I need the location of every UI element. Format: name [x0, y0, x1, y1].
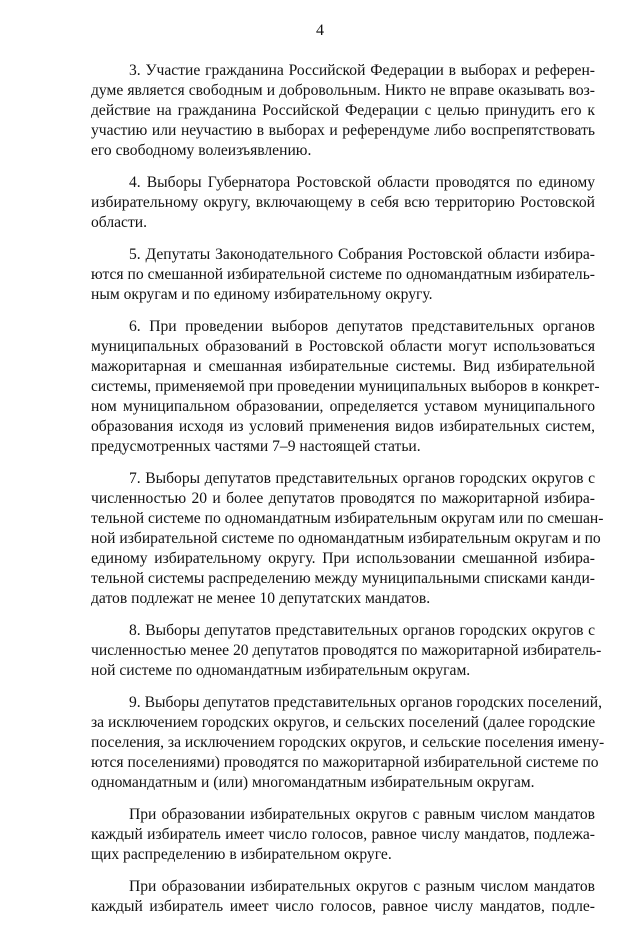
- text-line: муниципальных образований в Ростовской области могут использоваться: [91, 338, 595, 355]
- text-line: 9. Выборы депутатов представительных органов городских поселений,: [129, 694, 602, 711]
- text-line: ной избирательной системе по одномандатным избирательным округам и по: [91, 530, 601, 547]
- paragraph-3: [91, 61, 595, 161]
- document-body: [91, 61, 605, 929]
- text-line: каждый избиратель имеет число голосов, равное числу мандатов, подле-: [91, 898, 595, 915]
- text-line: При образовании избирательных округов с разным числом мандатов: [129, 878, 595, 895]
- text-line: 6. При проведении выборов депутатов представительных органов: [129, 318, 595, 335]
- text-line: 8. Выборы депутатов представительных органов городских округов с: [129, 622, 595, 639]
- text-line: 4. Выборы Губернатора Ростовской области проводятся по единому: [129, 174, 595, 191]
- text-line: мажоритарная и смешанная избирательные системы. Вид избирательной: [91, 358, 595, 375]
- text-line: одномандатным и (или) многомандатным избирательным округам.: [91, 774, 535, 791]
- paragraph-equal-mandates: [91, 805, 595, 865]
- text-line: каждый избиратель имеет число голосов, равное числу мандатов, подлежа-: [91, 826, 595, 843]
- text-line: его свободному волеизъявлению.: [91, 142, 312, 159]
- text-line: ным округам и по единому избирательному округу.: [91, 286, 433, 303]
- paragraph-4: [91, 173, 595, 233]
- page-number: 4: [316, 22, 324, 39]
- text-line: предусмотренных частями 7–9 настоящей статьи.: [91, 438, 421, 455]
- text-line: думе является свободным и добровольным. Никто не вправе оказывать воз-: [91, 82, 595, 99]
- text-line: тельной системе по одномандатным избирательным округам или по смешан-: [91, 510, 604, 527]
- text-line: за исключением городских округов, и сельских поселений (далее городские: [91, 714, 596, 731]
- text-line: 7. Выборы депутатов представительных органов городских округов с: [129, 470, 595, 487]
- text-line: ются поселениями) проводятся по мажоритарной избирательной системе по: [91, 754, 599, 771]
- paragraph-5: [91, 245, 595, 305]
- text-line: поселения, за исключением городских округов, и сельские поселения имену-: [91, 734, 605, 751]
- text-line: численностью 20 и более депутатов проводятся по мажоритарной избира-: [91, 490, 595, 507]
- text-line: щих распределению в избирательном округе.: [91, 846, 392, 863]
- text-line: образования исходя из условий применения видов избирательных систем,: [91, 418, 595, 435]
- text-line: избирательному округу, включающему в себя всю территорию Ростовской: [91, 194, 595, 211]
- text-line: ной системе по одномандатным избирательным округам.: [91, 662, 471, 679]
- text-line: численностью менее 20 депутатов проводятся по мажоритарной избиратель-: [91, 642, 602, 659]
- text-line: датов подлежат не менее 10 депутатских мандатов.: [91, 590, 431, 607]
- text-line: При образовании избирательных округов с равным числом мандатов: [129, 806, 595, 823]
- text-line: 5. Депутаты Законодательного Собрания Ростовской области избира-: [129, 246, 595, 263]
- text-line: участию или неучастию в выборах и референдуме либо воспрепятствовать: [91, 122, 595, 139]
- text-line: действие на гражданина Российской Федерации с целью принудить его к: [91, 102, 595, 119]
- text-line: тельной системы распределению между муниципальными списками канди-: [91, 570, 595, 587]
- text-line: ном муниципальном образовании, определяется уставом муниципального: [91, 398, 595, 415]
- paragraph-different-mandates: [91, 877, 595, 917]
- paragraph-6: [91, 317, 600, 457]
- text-line: области.: [91, 214, 148, 231]
- text-line: ются по смешанной избирательной системе по одномандатным избиратель-: [91, 266, 595, 283]
- paragraph-8: [91, 621, 602, 681]
- paragraph-9: [91, 693, 605, 793]
- paragraph-7: [91, 469, 604, 609]
- text-line: 3. Участие гражданина Российской Федерации в выборах и референ-: [129, 62, 595, 79]
- text-line: единому избирательному округу. При использовании смешанной избира-: [91, 550, 595, 567]
- text-line: системы, применяемой при проведении муниципальных выборов в конкрет-: [91, 378, 600, 395]
